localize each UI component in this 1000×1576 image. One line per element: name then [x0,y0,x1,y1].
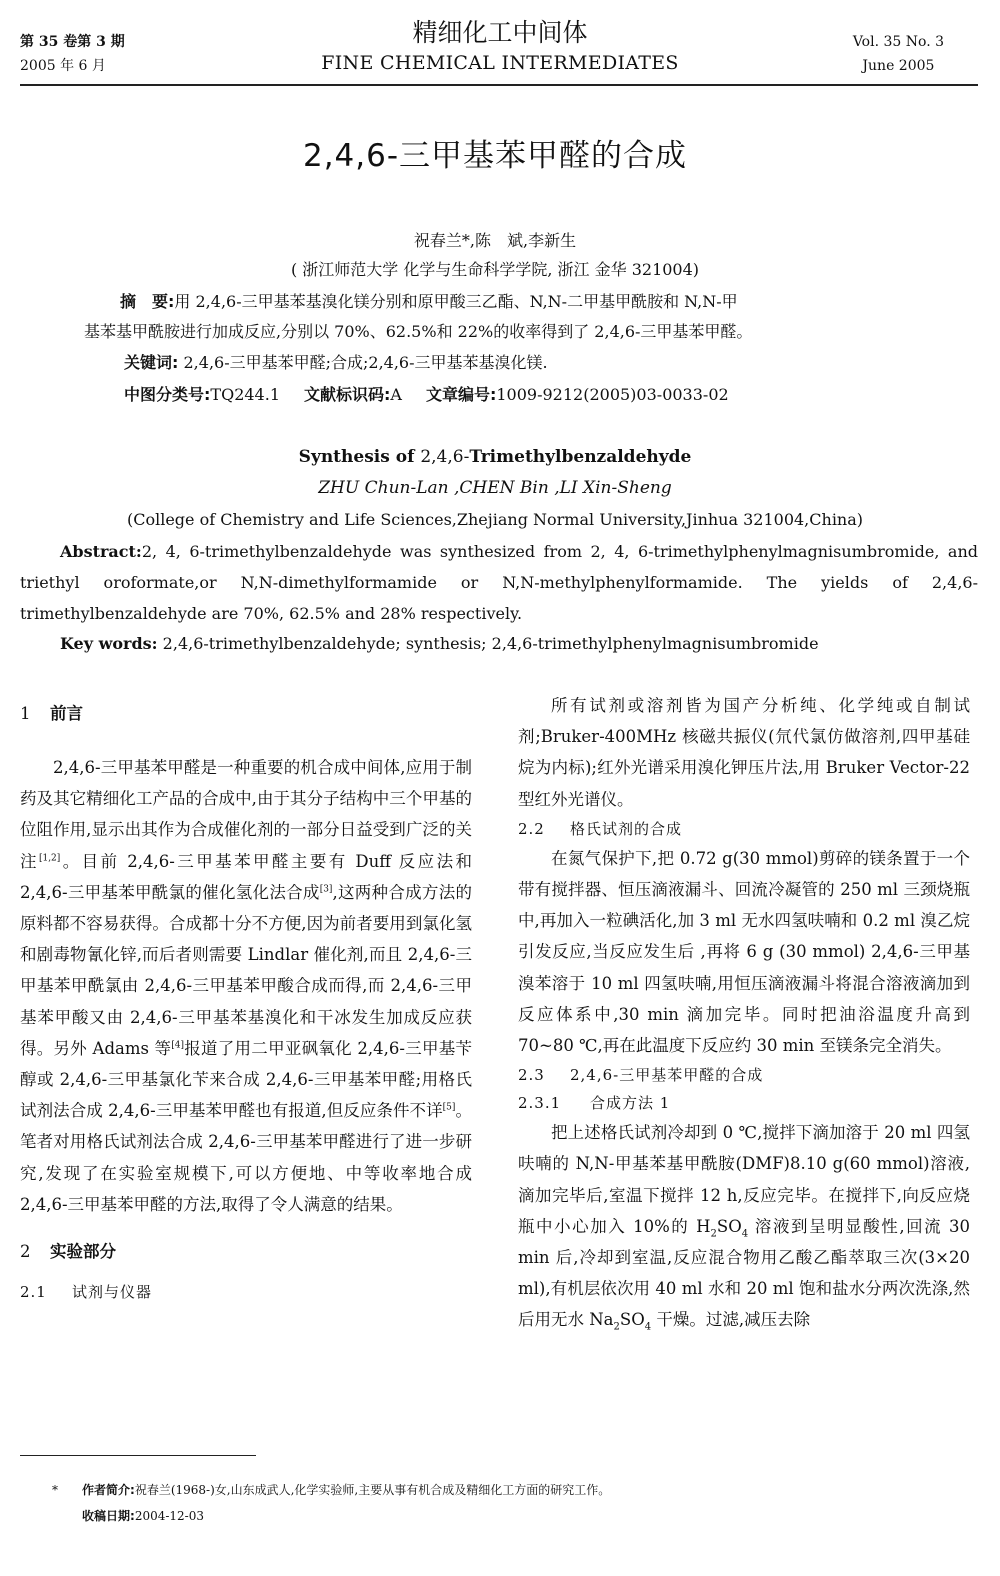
subsection-number: 2.3.1 [518,1094,562,1113]
footnote-rule [20,1455,256,1456]
article-title-en [0,443,990,471]
abstract-cn [84,287,946,347]
section-number: 1 [20,704,31,723]
journal-issue-en [853,30,944,78]
subsection-number: 2.2 [518,819,545,838]
keywords-label-en: Key words: [60,634,158,653]
section-heading-experimental [20,1238,472,1266]
method1-paragraph [518,1117,970,1335]
intro-text-a: 2,4,6-三甲基苯甲醛是一种重要的机合成中间体,应用于制药及其它精细化工产品的合成中,由于其分子结构中三个甲基的位阻作用,显示出其作为合成催化剂的一部分日益受到广泛的关注 [20,758,472,871]
subscript: 4 [741,1228,749,1240]
abstract-en [20,536,978,629]
abstract-label-en: Abstract: [60,542,142,561]
method1-text-a: 把上述格氏试剂冷却到 0 ℃,搅拌下滴加溶于 20 ml 四氢呋喃的 N,N-甲基苯基甲酰胺(DMF)8.10 g(60 mmol)溶液,滴加完毕后,室温下搅拌 12 h,反应完毕。在搅拌下,向反应烧瓶中小心加入 10%的 H [518,1123,970,1236]
method1-text-b: SO [716,1216,742,1236]
intro-text-b: 。目前 2,4,6-三甲基苯甲醛主要有 Duff 反应法和 2,4,6-三甲基苯甲酰氯的催化氢化法合成 [20,851,473,902]
journal-masthead [250,16,750,76]
footnote-marker: * [52,1483,58,1497]
intro-text-e: 。笔者对用格氏试剂法合成 2,4,6-三甲基苯甲醛进行了进一步研究,发现了在实验室规模下,可以方便地、中等收率地合成 2,4,6-三甲基苯甲醛的方法,取得了令人满意的结果。 [20,1101,472,1214]
section-title: 实验部分 [50,1242,116,1262]
citation: [1,2] [38,853,61,864]
subsection-number: 2.1 [20,1283,47,1302]
footnote [52,1477,952,1529]
abstract-text-en: 2, 4, 6-trimethylbenzaldehyde was synthesized from 2, 4, 6-trimethylphenylmagnisumbromide, and triethyl oroformate,or N,N-dimethylformamide or N,N-methylphenylformamide. The yields of 2,4,6-trimethylbenzaldehyde are 70%, 62.5% and 28% respectively. [20,542,978,623]
journal-issue-cn [20,30,125,78]
authors-cn: 祝春兰*,陈 斌,李新生 [413,231,577,250]
article-title-cn: 2,4,6-三甲基苯甲醛的合成 [302,138,688,174]
date-en: June 2005 [862,58,935,74]
title-en-part-b: 2,4,6- [420,447,470,467]
subsection-title: 格氏试剂的合成 [570,819,683,838]
doc-code-label: 文献标识码: [304,385,391,404]
authors-en: ZHU Chun-Lan ,CHEN Bin ,LI Xin-Sheng [318,478,672,498]
citation: [3] [319,884,333,895]
keywords-en [60,629,819,659]
keywords-text-en: 2,4,6-trimethylbenzaldehyde; synthesis; 2,4,6-trimethylphenylmagnisumbromide [162,634,819,653]
subsection-title: 2,4,6-三甲基苯甲醛的合成 [570,1066,764,1085]
left-column [20,704,473,1306]
subsection-heading-method1 [518,1089,970,1117]
abstract-line2-cn: 基苯基甲酰胺进行加成反应,分别以 70%、62.5%和 22%的收率得到了 2,4,6-三甲基苯甲醛。 [84,322,753,341]
header-rule [20,84,978,86]
subsection-number: 2.3 [518,1066,545,1085]
doc-code-value: A [390,385,402,404]
title-en-part-a: Synthesis of [298,447,421,467]
subsection-heading-synthesis [518,1061,970,1089]
intro-text-d: 报道了用二甲亚砜氧化 2,4,6-三甲基苄醇或 2,4,6-三甲基氯化苄来合成 2,4,6-三甲基苯甲醛;用格氏试剂法合成 2,4,6-三甲基苯甲醛也有报道,但反应条件不详 [20,1038,472,1121]
keywords-text-cn: 2,4,6-三甲基苯甲醛;合成;2,4,6-三甲基苯基溴化镁. [183,353,548,372]
volume-issue-cn: 第 35 卷第 3 期 [20,34,125,50]
reagents-paragraph: 所有试剂或溶剂皆为国产分析纯、化学纯或自制试剂;Bruker-400MHz 核磁共振仪(氘代氯仿做溶剂,四甲基硅烷为内标);红外光谱采用溴化钾压片法,用 Bruker Vector-22 型红外光谱仪。 [518,696,970,809]
volume-issue-en: Vol. 35 No. 3 [852,34,944,50]
subscript: 4 [644,1321,652,1333]
subsection-title: 试剂与仪器 [72,1283,153,1302]
grignard-paragraph: 在氮气保护下,把 0.72 g(30 mmol)剪碎的镁条置于一个带有搅拌器、恒压滴液漏斗、回流冷凝管的 250 ml 三颈烧瓶中,再加入一粒碘活化,加 3 ml 无水四氢呋喃和 0.2 ml 溴乙烷引发反应,当反应发生后 ,再将 6 g (30 mmol) 2,4,6-三甲基溴苯溶于 10 ml 四氢呋喃,用恒压滴液漏斗将混合溶液滴加到反应体系中,30 min 滴加完毕。同时把油浴温度升高到 70~80 ℃,再在此温度下反应约 30 min 至镁条完全消失。 [518,848,970,1056]
journal-name-en: FINE CHEMICAL INTERMEDIATES [321,52,679,74]
subsection-heading-reagents [20,1278,472,1306]
method1-text-e: 干燥。过滤,减压去除 [651,1310,811,1330]
clc-label: 中图分类号: [124,385,211,404]
citation: [5] [442,1102,456,1113]
method1-text-d: SO [619,1310,645,1330]
author-bio-footnote [52,1477,952,1503]
subscript: 2 [710,1228,717,1240]
received-date-footnote [52,1503,952,1529]
author-bio-label: 作者简介: [82,1483,135,1497]
abstract-label-cn: 摘 要: [120,292,175,311]
affiliation-cn: ( 浙江师范大学 化学与生命科学学院, 浙江 金华 321004) [290,260,700,279]
section-title: 前言 [50,704,83,723]
section-number: 2 [20,1242,31,1262]
affiliation-en: (College of Chemistry and Life Sciences,Zhejiang Normal University,Jinhua 321004,China) [126,510,864,529]
keywords-cn [124,348,548,378]
clc-value: TQ244.1 [210,385,280,404]
abstract-line1-cn: 用 2,4,6-三甲基苯基溴化镁分别和原甲酸三乙酯、N,N-二甲基甲酰胺和 N,N-甲 [174,292,738,311]
subsection-title: 合成方法 1 [590,1094,671,1113]
classification-line [124,380,729,410]
received-date-label: 收稿日期: [82,1509,135,1523]
subsection-heading-grignard [518,815,970,843]
article-number-label: 文章编号: [425,385,497,404]
article-number-value: 1009-9212(2005)03-0033-02 [496,385,729,404]
intro-paragraph [20,752,472,1220]
date-cn: 2005 年 6 月 [20,58,106,74]
journal-name-cn: 精细化工中间体 [412,18,588,47]
subscript: 2 [613,1321,620,1333]
intro-text-c: ,这两种合成方法的原料都不容易获得。合成都十分不方便,因为前者要用到氯化氢和剧毒物氰化锌,而后者则需要 Lindlar 催化剂,而且 2,4,6-三甲基苯甲酰氯由 2,4,6-三甲基苯甲酸合成而得,而 2,4,6-三甲基苯甲酸又由 2,4,6-三甲基苯基溴化和干冰发生加成反应获得。另外 Adams 等 [20,882,472,1058]
method1-text-c: 溶液到呈明显酸性,回流 30 min 后,冷却到室温,反应混合物用乙酸乙酯萃取三次(3×20 ml),有机层依次用 40 ml 水和 20 ml 饱和盐水分两次洗涤,然后用无水 Na [518,1216,970,1330]
citation: [4] [171,1040,184,1051]
keywords-label-cn: 关键词: [124,353,179,372]
section-heading-intro [20,700,472,728]
received-date-text: 2004-12-03 [134,1509,204,1523]
title-en-part-c: Trimethylbenzaldehyde [469,447,692,467]
author-bio-text: 祝春兰(1968-)女,山东成武人,化学实验师,主要从事有机合成及精细化工方面的研究工作。 [134,1483,611,1497]
right-column [518,690,970,1336]
